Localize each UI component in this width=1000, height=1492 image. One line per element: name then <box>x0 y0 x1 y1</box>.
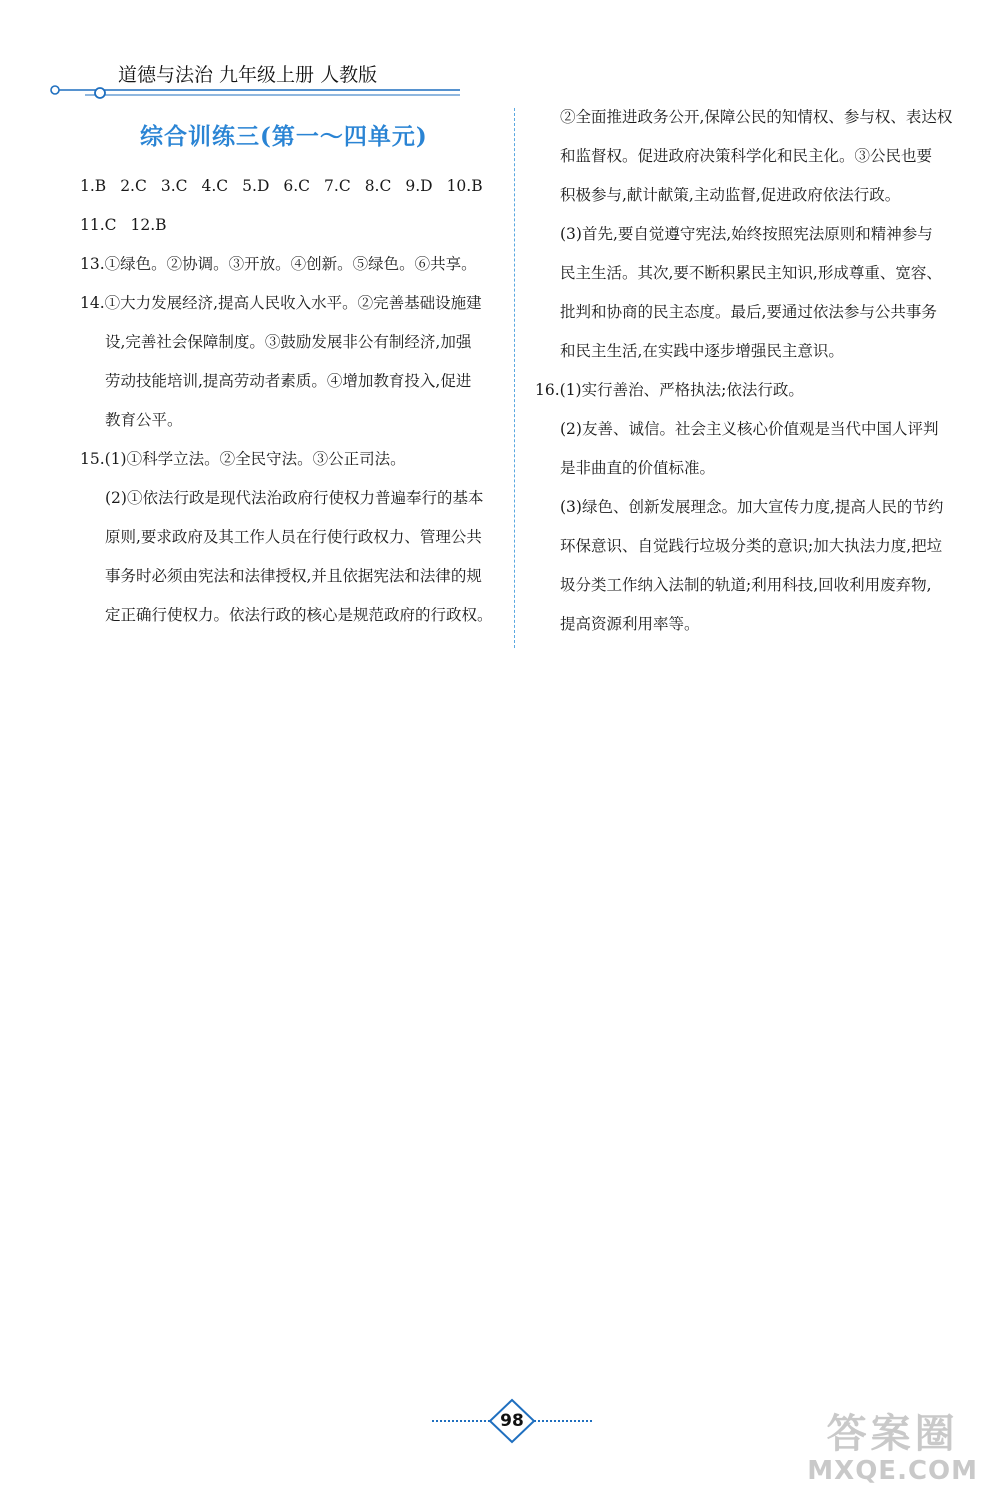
answer-line: 提高资源利用率等。 <box>560 615 700 633</box>
answer-line: 是非曲直的价值标准。 <box>560 459 716 477</box>
column-divider <box>514 108 515 648</box>
answer-line: (3)绿色、创新发展理念。加大宣传力度,提高人民的节约 <box>560 498 944 516</box>
choice-answer: 1.B <box>80 177 107 195</box>
answer-row-1 <box>80 167 505 206</box>
answer-line: 和民主生活,在实践中逐步增强民主意识。 <box>560 342 844 360</box>
answer-line: (3)首先,要自觉遵守宪法,始终按照宪法原则和精神参与 <box>560 225 933 243</box>
page-number: 98 <box>500 1411 524 1431</box>
choice-answer: 6.C <box>283 177 311 195</box>
left-column <box>80 167 505 635</box>
choice-answer: 3.C <box>160 177 188 195</box>
answer-line: ②全面推进政务公开,保障公民的知情权、参与权、表达权 <box>560 108 953 126</box>
choice-answer: 7.C <box>324 177 351 195</box>
choice-answer: 2.C <box>120 177 147 195</box>
watermark <box>807 1412 978 1486</box>
answer-line: (2)友善、诚信。社会主义核心价值观是当代中国人评判 <box>560 420 939 438</box>
answer-line: 圾分类工作纳入法制的轨道;利用科技,回收利用废弃物, <box>560 576 932 594</box>
answer-line: 批判和协商的民主态度。最后,要通过依法参与公共事务 <box>560 303 937 321</box>
answer-line: 14.①大力发展经济,提高人民收入水平。②完善基础设施建 <box>80 294 482 312</box>
answer-line: (2)①依法行政是现代法治政府行使权力普遍奉行的基本 <box>105 489 484 507</box>
answer-line: 13.①绿色。②协调。③开放。④创新。⑤绿色。⑥共享。 <box>80 255 477 273</box>
answer-row-2 <box>80 206 505 245</box>
header-decoration <box>45 82 465 104</box>
answer-line: 设,完善社会保障制度。③鼓励发展非公有制经济,加强 <box>105 333 472 351</box>
choice-answer: 10.B <box>446 177 483 195</box>
answer-line: 劳动技能培训,提高劳动者素质。④增加教育投入,促进 <box>105 372 472 390</box>
watermark-logo: 答案圈 <box>826 1411 959 1457</box>
choice-answer: 4.C <box>201 177 229 195</box>
choice-answer: 9.D <box>405 177 433 195</box>
answer-line: 和监督权。促进政府决策科学化和民主化。③公民也要 <box>560 147 933 165</box>
section-title: 综合训练三(第一～四单元) <box>140 123 428 150</box>
answer-line: 定正确行使权力。依法行政的核心是规范政府的行政权。 <box>105 606 493 624</box>
answer-line: 原则,要求政府及其工作人员在行使行政权力、管理公共 <box>105 528 482 546</box>
answer-line: 积极参与,献计献策,主动监督,促进政府依法行政。 <box>560 186 901 204</box>
answer-line: 15.(1)①科学立法。②全民守法。③公正司法。 <box>80 450 406 468</box>
choice-answer: 8.C <box>364 177 392 195</box>
choice-answer: 12.B <box>130 216 167 234</box>
answer-line: 民主生活。其次,要不断积累民主知识,形成尊重、宽容、 <box>560 264 942 282</box>
answer-line: 环保意识、自觉践行垃圾分类的意识;加大执法力度,把垃 <box>560 537 943 555</box>
choice-answer: 11.C <box>80 216 117 234</box>
book-title: 道德与法治 九年级上册 人教版 <box>118 64 378 86</box>
right-column <box>535 98 960 644</box>
watermark-url: MXQE.COM <box>807 1456 978 1486</box>
choice-answer: 5.D <box>242 177 270 195</box>
answer-line: 教育公平。 <box>105 411 183 429</box>
answer-line: 事务时必须由宪法和法律授权,并且依据宪法和法律的规 <box>105 567 482 585</box>
answer-line: 16.(1)实行善治、严格执法;依法行政。 <box>535 381 804 399</box>
